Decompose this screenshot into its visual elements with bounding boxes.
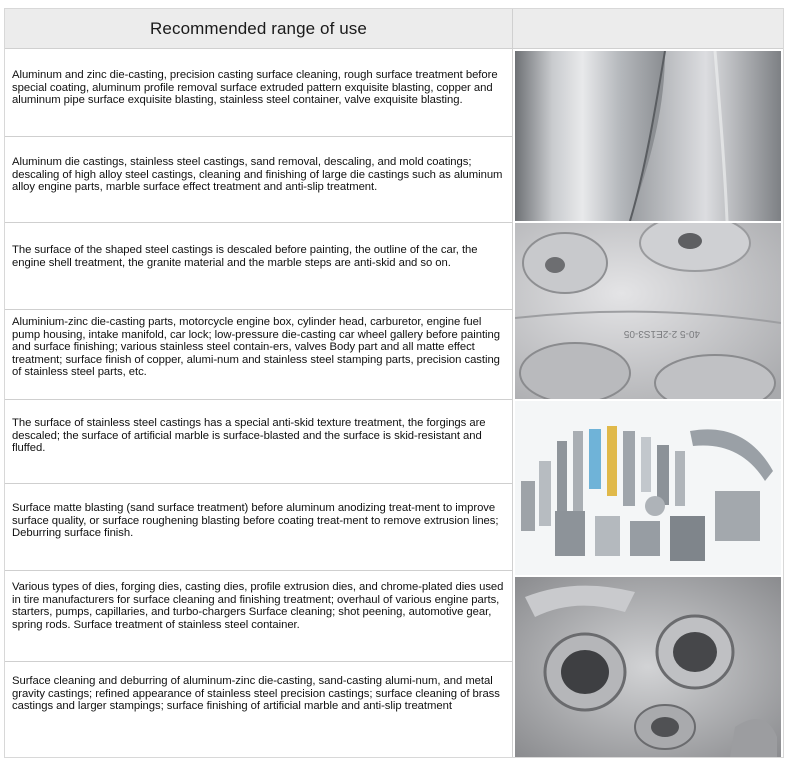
row-text: The surface of stainless steel castings has a special anti-skid texture treatment, the forgings are descaled; the surface of artificial marble is surface-blasted and the surface is skid-resistant and fluffed. bbox=[12, 417, 486, 455]
row-text: Aluminium-zinc die-casting parts, motorcycle engine box, cylinder head, carburetor, engine fuel pump housing, intake manifold, car lock; low-pressure die-casting car wheel gallery before painting and surface finishing; various stainless steel contain-ers, valves Body part and all matte effect treatment; surface finish of copper, alumi-num and stainless steel stamping parts, precision casting of stainless steel parts, etc. bbox=[12, 316, 500, 379]
table-row bbox=[5, 400, 513, 484]
row-text: Surface matte blasting (sand surface treatment) before aluminum anodizing treat-ment to improve surface quality, or surface roughening blasting before coating treat-ment to remove extrusion lines; Deburring surface finish. bbox=[12, 502, 499, 540]
header-title: Recommended range of use bbox=[150, 18, 367, 38]
row-text: The surface of the shaped steel castings is descaled before painting, the outline of the car, the engine shell treatment, the granite material and the marble steps are anti-skid and so on. bbox=[12, 244, 478, 269]
usage-table bbox=[4, 8, 784, 758]
table-header-image-column bbox=[513, 9, 783, 49]
table-row bbox=[5, 137, 513, 223]
table-row bbox=[5, 310, 513, 400]
table-row bbox=[5, 662, 513, 757]
aluminum-sheet-image bbox=[515, 51, 781, 221]
table-row bbox=[5, 484, 513, 571]
row-text: Surface cleaning and deburring of aluminum-zinc die-casting, sand-casting alumi-num, and metal gravity castings; refined appearance of stainless steel precision castings; surface cleaning of brass castings and larger stampings; surface finishing of artificial marble and anti-slip treatment bbox=[12, 675, 500, 713]
table-row bbox=[5, 571, 513, 662]
die-cast-part-image bbox=[515, 223, 781, 399]
table-header bbox=[5, 9, 513, 49]
table-row bbox=[5, 49, 513, 137]
row-text: Aluminum and zinc die-casting, precision casting surface cleaning, rough surface treatment before special coating, aluminum profile removal surface extruded pattern exquisite blasting, copper and aluminum pipe surface exquisite blasting, stainless steel container, valve exquisite blasting. bbox=[12, 69, 498, 107]
table-row bbox=[5, 223, 513, 310]
row-text: Aluminum die castings, stainless steel castings, sand removal, descaling, and mold coatings; descaling of high alloy steel castings, cleaning and finishing of large die castings such as aluminum alloy engine parts, marble surface effect treatment and anti-slip treatment. bbox=[12, 156, 503, 194]
row-text: Various types of dies, forging dies, casting dies, profile extrusion dies, and chrome-plated dies used in tire manufacturers for surface cleaning and finishing treatment; overhaul of various engine parts, starters, pumps, capillaries, and turbo-chargers Surface cleaning; shot peening, automotive gear, spring rods. Surface treatment of stainless steel container. bbox=[12, 581, 504, 631]
aluminum-profiles-image bbox=[515, 401, 781, 575]
engine-casting-image bbox=[515, 577, 781, 757]
casting-engraving: 40-5 2-2E1S3-05 bbox=[623, 328, 700, 339]
